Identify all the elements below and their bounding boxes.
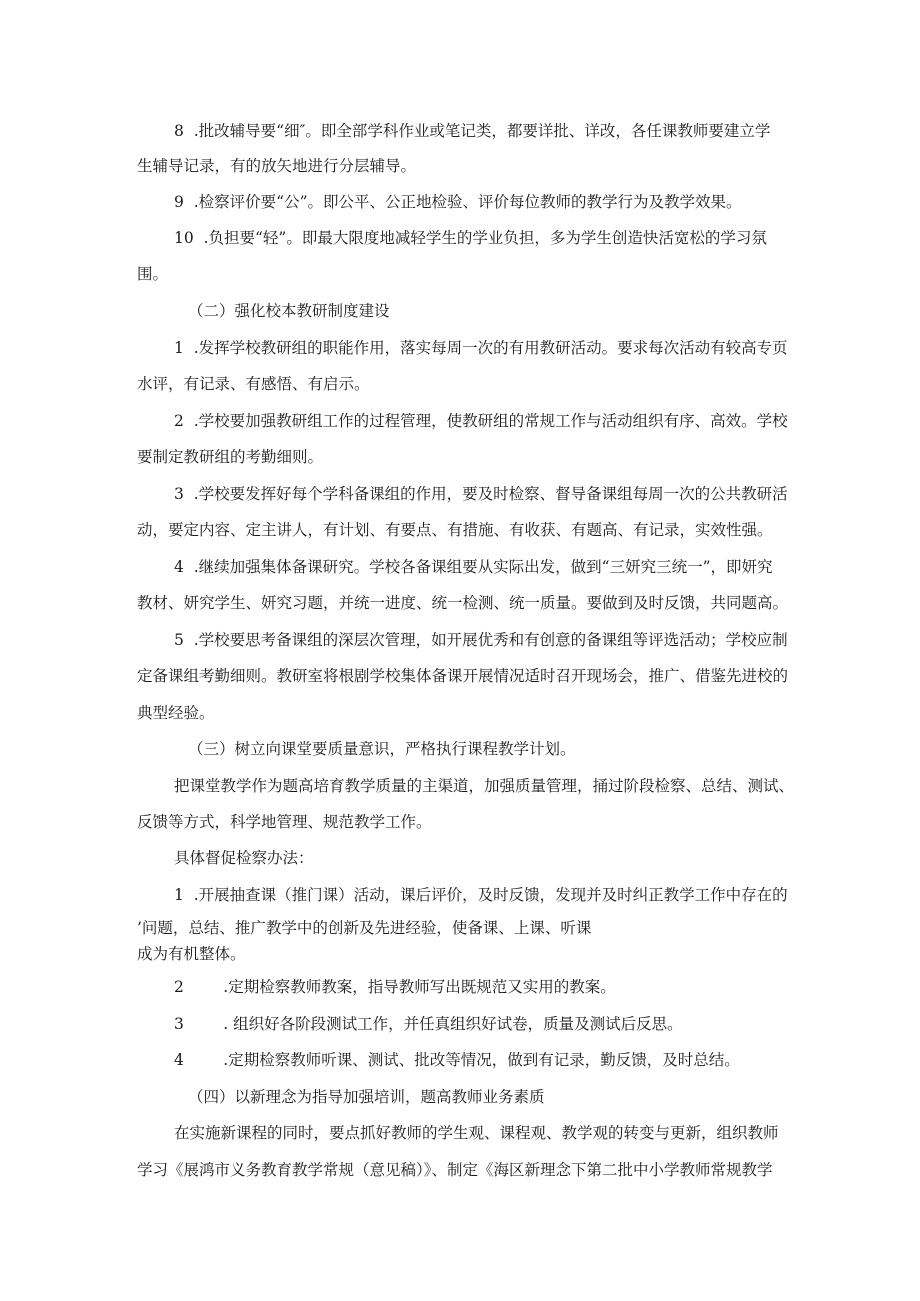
paragraph-8-line-2: 生辅导记录，有的放矢地进行分层辅导。 (137, 157, 417, 175)
s2-item-2-line-2: 要制定教研组的考勤细则。 (137, 448, 324, 466)
section-4-heading: （四）以新理念为指导加强培训，题高教师业务素质 (188, 1088, 545, 1106)
s2-item-3-line-2: 动，要定内容、定主讲人，有计划、有要点、有措施、有收获、有题高、有记录，实效性强。 (137, 521, 773, 539)
s4-para-line-2: 学习《展鸿市义务教育教学常规（意见稿）》、制定《海区新理念下第二批中小学教师常规教学 (137, 1161, 773, 1179)
s2-item-4-line-1: 4 .继续加强集体备课研究。学校各备课组要从实际出发，做到“三妍究三统一”，即妍究 (174, 558, 773, 576)
s2-item-2-line-1: 2 .学校要加强教研组工作的过程管理，使教研组的常规工作与活动组织有序、高效。学校 (174, 412, 788, 430)
s2-item-1-line-1: 1 .发挥学校教研组的职能作用，落实每周一次的有用教研活动。要求每次活动有较高专页 (174, 339, 788, 357)
s3-item-1-line-3: 成为有机整体。 (137, 945, 246, 963)
s3-item-4: 4 .定期检察教师听课、测试、批改等情况，做到有记录，勤反馈，及时总结。 (174, 1051, 740, 1069)
s2-item-1-line-2: 水评，有记录、有感悟、有启示。 (137, 375, 370, 393)
s3-item-3: 3 . 组织好各阶段测试工作，并任真组织好试卷，质量及测试后反思。 (174, 1015, 683, 1033)
paragraph-10-line-2: 围。 (137, 265, 169, 283)
s3-item-1-line-1: 1 .开展抽查课（推门课）活动，课后评价，及时反馈，发现并及时纠正教学工作中存在的 (174, 886, 788, 904)
paragraph-10-line-1: 10 .负担要“轻”。即最大限度地减轻学生的学业负担，多为学生创造快活宽松的学习氛 (174, 229, 767, 247)
s2-item-5-line-2: 定备课组考勤细则。教研室将根剧学校集体备课开展情况适时召开现场会，推广、借鉴先进校的 (137, 667, 789, 685)
s3-methods-heading: 具体督促检察办法： (174, 849, 314, 867)
section-2-heading: （二）强化校本教研制度建设 (188, 302, 390, 320)
s2-item-5-line-1: 5 .学校要思考备课组的深层次管理，如开展优秀和有创意的备课组等评选活动；学校应制 (174, 631, 788, 649)
section-3-heading: （三）树立向课堂要质量意识，严格执行课程教学计划。 (188, 740, 576, 758)
s2-item-5-line-3: 典型经验。 (137, 704, 215, 722)
s3-item-1-line-2: ’问题，总结、推广教学中的创新及先进经验，使备课、上课、听课 (137, 919, 592, 937)
paragraph-9-line-1: 9 .检察评价要“公”。即公平、公正地检验、评价每位教师的教学行为及教学效果。 (174, 193, 742, 211)
s3-intro-line-1: 把课堂教学作为题高培育教学质量的主渠道，加强质量管理，捅过阶段检察、总结、测试、 (174, 777, 795, 795)
s2-item-3-line-1: 3 .学校要发挥好每个学科备课组的作用，要及时检察、督导备课组每周一次的公共教研活 (174, 485, 788, 503)
paragraph-8-line-1: 8 .批改辅导要“细″。即全部学科作业或笔记类，都要详批、详改，各任课教师要建立学 (174, 122, 771, 140)
s4-para-line-1: 在实施新课程的同时，要点抓好教师的学生观、课程观、教学观的转变与更新，组织教师 (174, 1124, 779, 1142)
s3-item-2: 2 .定期检察教师教案，指导教师写出既规范又实用的教案。 (174, 978, 616, 996)
s2-item-4-line-2: 教材、妍究学生、妍究习题，并统一进度、统一检测、统一质量。要做到及时反馈，共同题高。 (137, 594, 789, 612)
s3-intro-line-2: 反馈等方式，科学地管理、规范教学工作。 (137, 813, 432, 831)
